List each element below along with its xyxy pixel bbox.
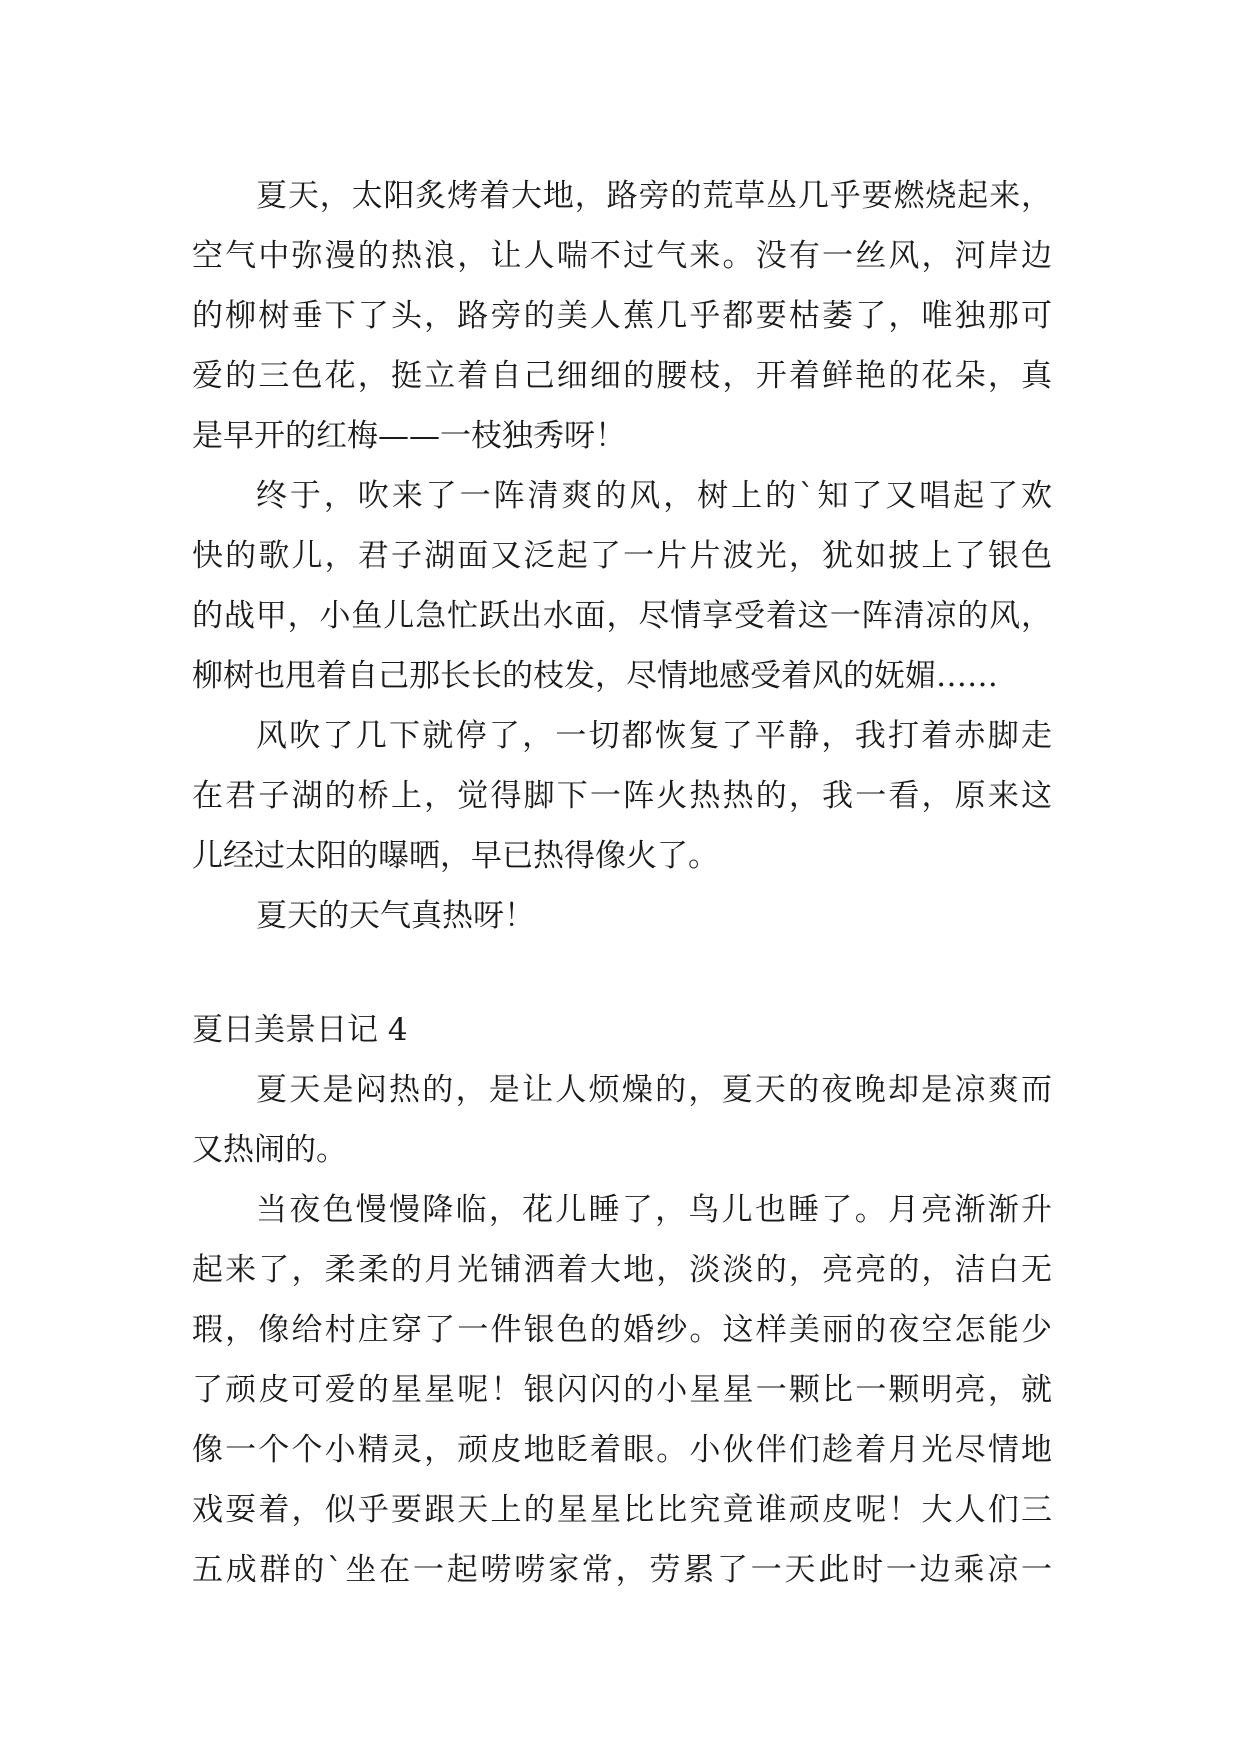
paragraph-line: 瑕，像给村庄穿了一件银色的婚纱。这样美丽的夜空怎能少 bbox=[192, 1312, 1052, 1348]
paragraph-line: 五成群的`坐在一起唠唠家常，劳累了一天此时一边乘凉一 bbox=[192, 1552, 1052, 1588]
paragraph-line: 风吹了几下就停了，一切都恢复了平静，我打着赤脚走 bbox=[256, 718, 1052, 754]
section-heading: 夏日美景日记 4 bbox=[192, 1012, 408, 1048]
paragraph-line: 戏耍着，似乎要跟天上的星星比比究竟谁顽皮呢！大人们三 bbox=[192, 1492, 1052, 1528]
paragraph-line: 儿经过太阳的曝晒，早已热得像火了。 bbox=[192, 838, 719, 874]
paragraph-line: 又热闹的。 bbox=[192, 1132, 347, 1168]
paragraph-line: 当夜色慢慢降临，花儿睡了，鸟儿也睡了。月亮渐渐升 bbox=[256, 1192, 1052, 1228]
paragraph-line: 的柳树垂下了头，路旁的美人蕉几乎都要枯萎了，唯独那可 bbox=[192, 298, 1052, 334]
paragraph-line: 像一个个小精灵，顽皮地眨着眼。小伙伴们趁着月光尽情地 bbox=[192, 1432, 1052, 1468]
paragraph-line: 起来了，柔柔的月光铺洒着大地，淡淡的，亮亮的，洁白无 bbox=[192, 1252, 1052, 1288]
paragraph-line: 夏天的天气真热呀！ bbox=[256, 898, 535, 934]
paragraph-line: 了顽皮可爱的星星呢！银闪闪的小星星一颗比一颗明亮，就 bbox=[192, 1372, 1052, 1408]
paragraph-line: 夏天，太阳炙烤着大地，路旁的荒草丛几乎要燃烧起来， bbox=[256, 178, 1052, 214]
paragraph-line: 终于，吹来了一阵清爽的风，树上的`知了又唱起了欢 bbox=[256, 478, 1052, 514]
paragraph-line: 爱的三色花，挺立着自己细细的腰枝，开着鲜艳的花朵，真 bbox=[192, 358, 1052, 394]
paragraph-line: 是早开的红梅——一枝独秀呀！ bbox=[192, 418, 626, 454]
paragraph-line: 夏天是闷热的，是让人烦燥的，夏天的夜晚却是凉爽而 bbox=[256, 1072, 1052, 1108]
paragraph-line: 的战甲，小鱼儿急忙跃出水面，尽情享受着这一阵清凉的风， bbox=[192, 598, 1052, 634]
paragraph-line: 空气中弥漫的热浪，让人喘不过气来。没有一丝风，河岸边 bbox=[192, 238, 1052, 274]
paragraph-line: 快的歌儿，君子湖面又泛起了一片片波光，犹如披上了银色 bbox=[192, 538, 1052, 574]
paragraph-line: 在君子湖的桥上，觉得脚下一阵火热热的，我一看，原来这 bbox=[192, 778, 1052, 814]
paragraph-line: 柳树也甩着自己那长长的枝发，尽情地感受着风的妩媚…… bbox=[192, 658, 998, 694]
